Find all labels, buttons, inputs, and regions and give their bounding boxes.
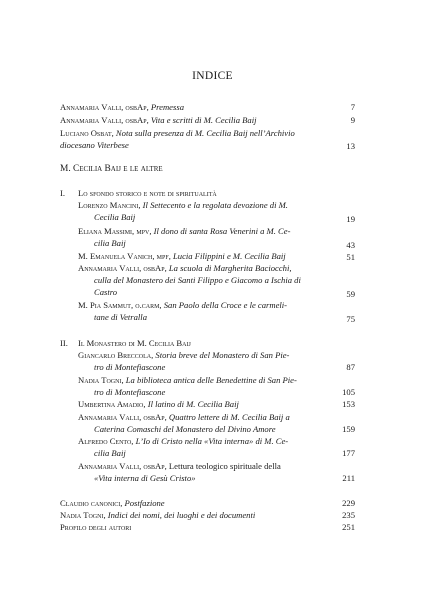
toc-title: La scuola di Margherita Baciocchi, xyxy=(168,263,292,273)
toc-entry-continued xyxy=(94,424,276,435)
toc-entry-continued xyxy=(60,140,345,151)
toc-entry xyxy=(60,115,345,126)
toc-author: Alfredo Cento, xyxy=(78,436,134,446)
toc-title: diocesano Viterbese xyxy=(60,140,129,150)
part-number: II. xyxy=(60,338,68,348)
toc-author: Nadia Togni, xyxy=(78,375,124,385)
toc-title: L’Io di Cristo nella «Vita interna» di M. Ce- xyxy=(135,436,289,446)
toc-title: Castro xyxy=(94,287,118,297)
toc-title: Cecilia Baij xyxy=(94,212,136,222)
toc-page-number: 75 xyxy=(346,314,355,324)
part-heading: Lo sfondo storico e note di spiritualità xyxy=(78,188,217,198)
toc-entry xyxy=(60,510,345,521)
toc-title: Caterina Comaschi del Monastero del Divino Amore xyxy=(94,424,276,434)
toc-page-number: 177 xyxy=(342,448,355,458)
toc-author: Profilo degli autori xyxy=(60,522,132,532)
toc-entry xyxy=(78,263,348,274)
toc-title-plain: Lettura teologico spirituale della xyxy=(168,461,281,471)
toc-title: La biblioteca antica delle Benedettine di San Pie- xyxy=(125,375,297,385)
toc-entry xyxy=(78,251,348,262)
toc-title: tro di Montefiascone xyxy=(94,387,166,397)
toc-entry xyxy=(78,461,348,472)
toc-title: Postfazione xyxy=(124,498,165,508)
toc-entry xyxy=(78,350,348,361)
toc-entry-continued xyxy=(94,212,135,223)
toc-page-number: 87 xyxy=(346,362,355,372)
toc-page-number: 105 xyxy=(342,387,355,397)
toc-title: culla del Monastero dei Santi Filippo e Giacomo a Ischia di xyxy=(94,275,301,285)
toc-page-number: 159 xyxy=(342,424,355,434)
toc-author: Annamaria Valli, osbAp, xyxy=(78,461,167,471)
toc-page-number: 235 xyxy=(342,510,355,520)
toc-author: Claudio canonici, xyxy=(60,498,123,508)
toc-page-number: 19 xyxy=(346,214,355,224)
toc-entry xyxy=(78,375,348,386)
toc-author: Lorenzo Mancini, xyxy=(78,200,141,210)
toc-page-number: 9 xyxy=(350,115,355,125)
toc-title: Il dono di santa Rosa Venerini a M. Ce- xyxy=(153,226,291,236)
toc-author: Annamaria Valli, osbAp, xyxy=(78,412,167,422)
toc-title: Il latino di M. Cecilia Baij xyxy=(147,399,239,409)
toc-entry xyxy=(60,498,345,509)
page-title: INDICE xyxy=(192,70,233,82)
toc-entry xyxy=(78,436,348,447)
toc-title: cilia Baij xyxy=(94,448,126,458)
toc-page-number: 211 xyxy=(342,473,355,483)
toc-title: tro di Montefiascone xyxy=(94,362,166,372)
toc-author: M. Pia Sammut, o.carm, xyxy=(78,300,162,310)
toc-title: Vita e scritti di M. Cecilia Baij xyxy=(150,115,257,125)
toc-title: Storia breve del Monastero di San Pie- xyxy=(155,350,290,360)
toc-title: Il Settecento e la regolata devozione di M. xyxy=(142,200,288,210)
toc-author: Eliana Massimi, mpv, xyxy=(78,226,152,236)
toc-entry-continued xyxy=(94,448,126,459)
toc-author: Annamaria Valli, osbAp, xyxy=(78,263,167,273)
toc-author: Umbertina Amadio, xyxy=(78,399,146,409)
toc-entry-continued xyxy=(94,387,165,398)
toc-entry-continued xyxy=(94,312,147,323)
section-heading: M. Cecilia Baij e le altre xyxy=(60,164,163,174)
toc-page-number: 229 xyxy=(342,498,355,508)
toc-page-number: 59 xyxy=(346,289,355,299)
toc-page-number: 43 xyxy=(346,240,355,250)
toc-title: Quattro lettere di M. Cecilia Baij a xyxy=(168,412,290,422)
toc-title: «Vita interna di Gesù Cristo» xyxy=(94,473,196,483)
toc-author: Luciano Osbat, xyxy=(60,128,114,138)
toc-entry xyxy=(78,412,348,423)
toc-author: M. Emanuela Vanich, mpf, xyxy=(78,251,171,261)
toc-entry xyxy=(78,200,348,211)
toc-page-number: 13 xyxy=(346,141,355,151)
part-number: I. xyxy=(60,188,66,198)
toc-entry xyxy=(78,399,348,410)
toc-title: tane di Vetralla xyxy=(94,312,147,322)
toc-entry-continued xyxy=(94,275,301,286)
toc-title: cilia Baij xyxy=(94,238,126,248)
toc-page-number: 153 xyxy=(342,399,355,409)
toc-entry xyxy=(60,102,345,113)
toc-author: Nadia Togni, xyxy=(60,510,106,520)
toc-entry-continued xyxy=(94,473,196,484)
toc-title: Lucia Filippini e M. Cecilia Baij xyxy=(173,251,286,261)
toc-entry-continued xyxy=(94,238,126,249)
toc-entry xyxy=(60,522,345,533)
toc-entry xyxy=(78,226,348,237)
toc-entry xyxy=(78,300,348,311)
toc-title: Indici dei nomi, dei luoghi e dei documenti xyxy=(107,510,256,520)
toc-entry-continued xyxy=(94,362,165,373)
toc-entry xyxy=(60,128,345,139)
toc-entry-continued xyxy=(94,287,117,298)
toc-title: Premessa xyxy=(150,102,184,112)
toc-author: Annamaria Valli, osbAp, xyxy=(60,102,149,112)
toc-page-number: 7 xyxy=(350,102,355,112)
toc-page-number: 51 xyxy=(346,252,355,262)
toc-author: Annamaria Valli, osbAp, xyxy=(60,115,149,125)
toc-title: Nota sulla presenza di M. Cecilia Baij nell’Archivio xyxy=(115,128,295,138)
toc-author: Giancarlo Breccola, xyxy=(78,350,154,360)
part-heading: Il Monastero di M. Cecilia Baij xyxy=(78,338,191,348)
toc-title: San Paolo della Croce e le carmeli- xyxy=(163,300,288,310)
toc-page-number: 251 xyxy=(342,522,355,532)
